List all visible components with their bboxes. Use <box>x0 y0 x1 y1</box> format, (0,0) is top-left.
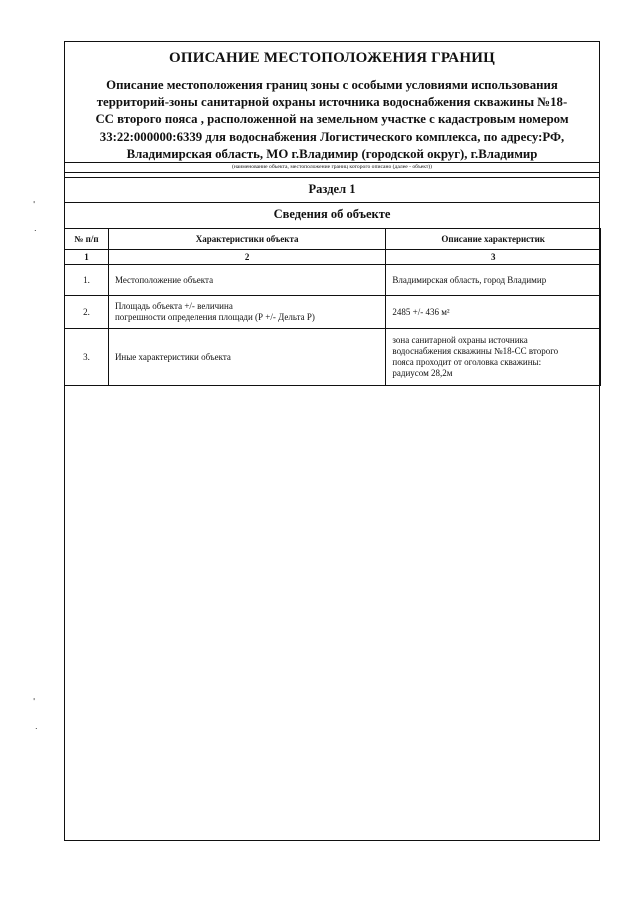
description-line: Владимирская область, МО г.Владимир (городской округ), г.Владимир <box>126 146 538 161</box>
characteristic-line: Площадь объекта +/- величина <box>114 301 233 311</box>
row-value <box>386 329 601 386</box>
caption-bottom-divider <box>65 172 599 173</box>
description-line: Описание местоположения границ зоны с особыми условиями использования <box>106 78 558 92</box>
object-info-table <box>64 228 601 386</box>
scan-margin-mark: . <box>35 722 38 731</box>
table-header-row <box>65 229 601 250</box>
row-value <box>386 296 601 329</box>
value-line: зона санитарной охраны источника <box>392 335 528 345</box>
characteristic-line: Иные характеристики объекта <box>114 351 231 362</box>
section-top-divider <box>65 177 599 178</box>
row-number: 1. <box>65 265 109 296</box>
description-line: СС второго пояса , расположенной на земельном участке с кадастровым номером <box>95 112 569 127</box>
scan-margin-mark: ' <box>33 200 36 209</box>
column-header-description: Описание характеристик <box>386 229 601 250</box>
row-characteristic <box>108 329 385 386</box>
value-line: пояса проходит от оголовка скважины: <box>392 357 542 367</box>
object-caption: (наименование объекта, местоположение границ которого описано (далее - объект)) <box>231 164 433 170</box>
document-title: ОПИСАНИЕ МЕСТОПОЛОЖЕНИЯ ГРАНИЦ <box>169 50 495 66</box>
index-cell: 2 <box>108 250 385 265</box>
row-number: 3. <box>65 329 109 386</box>
column-header-number: № п/п <box>65 229 109 250</box>
value-line: радиусом 28,2м <box>392 368 453 378</box>
description-line: территорий-зоны санитарной охраны источника водоснабжения скважины №18- <box>96 95 568 110</box>
table-row <box>65 265 601 296</box>
row-number: 2. <box>65 296 109 329</box>
row-characteristic <box>108 265 385 296</box>
scan-margin-mark: ' <box>33 697 36 706</box>
index-cell: 3 <box>386 250 601 265</box>
column-header-characteristic: Характеристики объекта <box>108 229 385 250</box>
value-line: водоснабжения скважины №18-СС второго <box>392 346 559 356</box>
section-subtitle: Сведения об объекте <box>273 207 391 221</box>
section-divider <box>65 202 599 203</box>
table-row <box>65 329 601 386</box>
object-description <box>71 77 593 163</box>
scan-margin-mark: . <box>34 224 37 233</box>
section-title: Раздел 1 <box>308 182 356 196</box>
characteristic-line: Местоположение объекта <box>114 274 214 285</box>
table-index-row <box>65 250 601 265</box>
row-characteristic <box>108 296 385 329</box>
document-frame <box>64 41 600 841</box>
description-line: 33:22:000000:6339 для водоснабжения Логистического комплекса, по адресу:РФ, <box>99 129 565 144</box>
row-value <box>386 265 601 296</box>
index-cell: 1 <box>65 250 109 265</box>
characteristic-line: погрешности определения площади (Р +/- Дельта Р) <box>114 312 315 322</box>
value-line: Владимирская область, город Владимир <box>392 274 547 285</box>
table-row <box>65 296 601 329</box>
value-line: 2485 +/- 436 м² <box>392 306 450 317</box>
